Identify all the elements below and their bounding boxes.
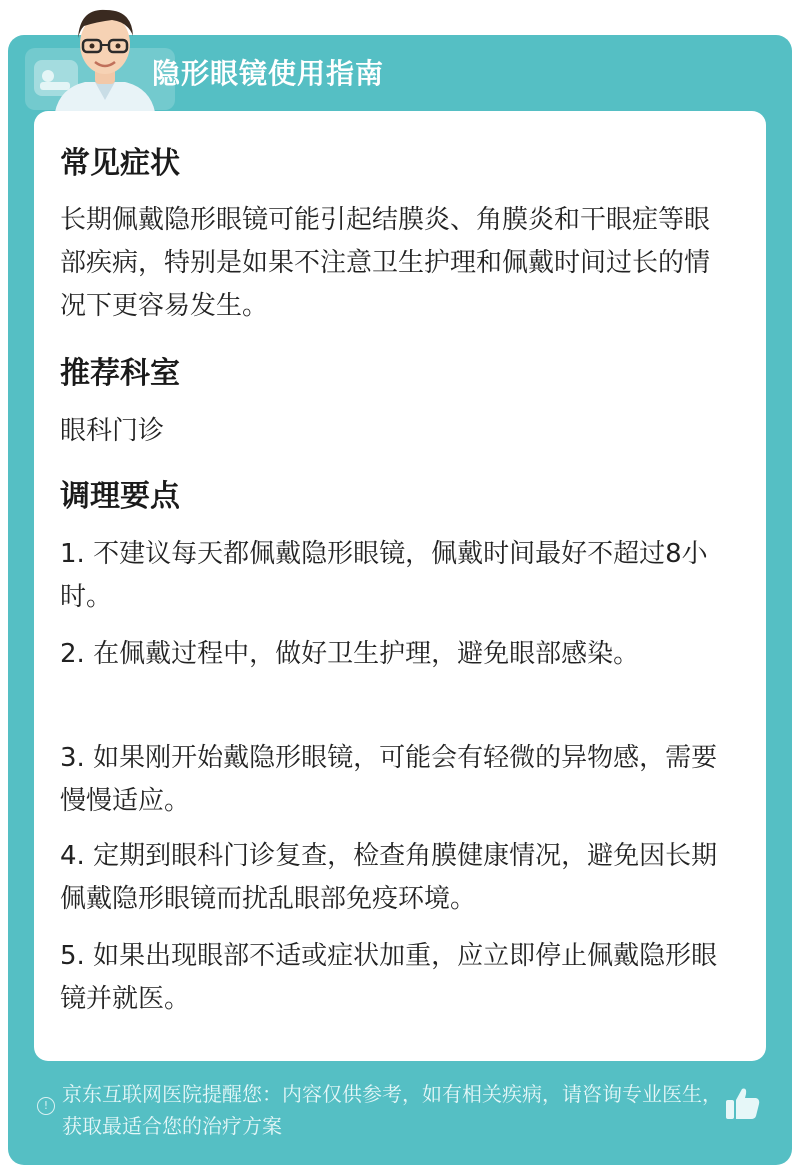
tip-item: 3. 如果刚开始戴隐形眼镜，可能会有轻微的异物感，需要慢慢适应。 bbox=[60, 743, 718, 816]
footer-disclaimer: 京东互联网医院提醒您：内容仅供参考，如有相关疾病，请咨询专业医生，获取最适合您的治疗方案 bbox=[62, 1082, 722, 1138]
info-icon: ! bbox=[37, 1097, 55, 1115]
tip-item: 1. 不建议每天都佩戴隐形眼镜，佩戴时间最好不超过8小时。 bbox=[60, 539, 708, 612]
tip-item: 4. 定期到眼科门诊复查，检查角膜健康情况，避免因长期佩戴隐形眼镜而扰乱眼部免疫环境。 bbox=[60, 841, 718, 914]
tip-item: 5. 如果出现眼部不适或症状加重，应立即停止佩戴隐形眼镜并就医。 bbox=[60, 941, 718, 1014]
department-text: 眼科门诊 bbox=[60, 416, 165, 446]
symptoms-text: 长期佩戴隐形眼镜可能引起结膜炎、角膜炎和干眼症等眼部疾病，特别是如果不注意卫生护理和佩戴时间过长的情况下更容易发生。 bbox=[60, 205, 711, 321]
symptoms-title: 常见症状 bbox=[60, 146, 180, 181]
tip-item: 2. 在佩戴过程中，做好卫生护理，避免眼部感染。 bbox=[60, 639, 640, 669]
doctor-avatar bbox=[50, 0, 160, 112]
thumbs-up-icon[interactable] bbox=[725, 1086, 761, 1120]
tips-title: 调理要点 bbox=[60, 479, 180, 514]
page-title: 隐形眼镜使用指南 bbox=[152, 57, 385, 90]
department-title: 推荐科室 bbox=[60, 356, 180, 391]
